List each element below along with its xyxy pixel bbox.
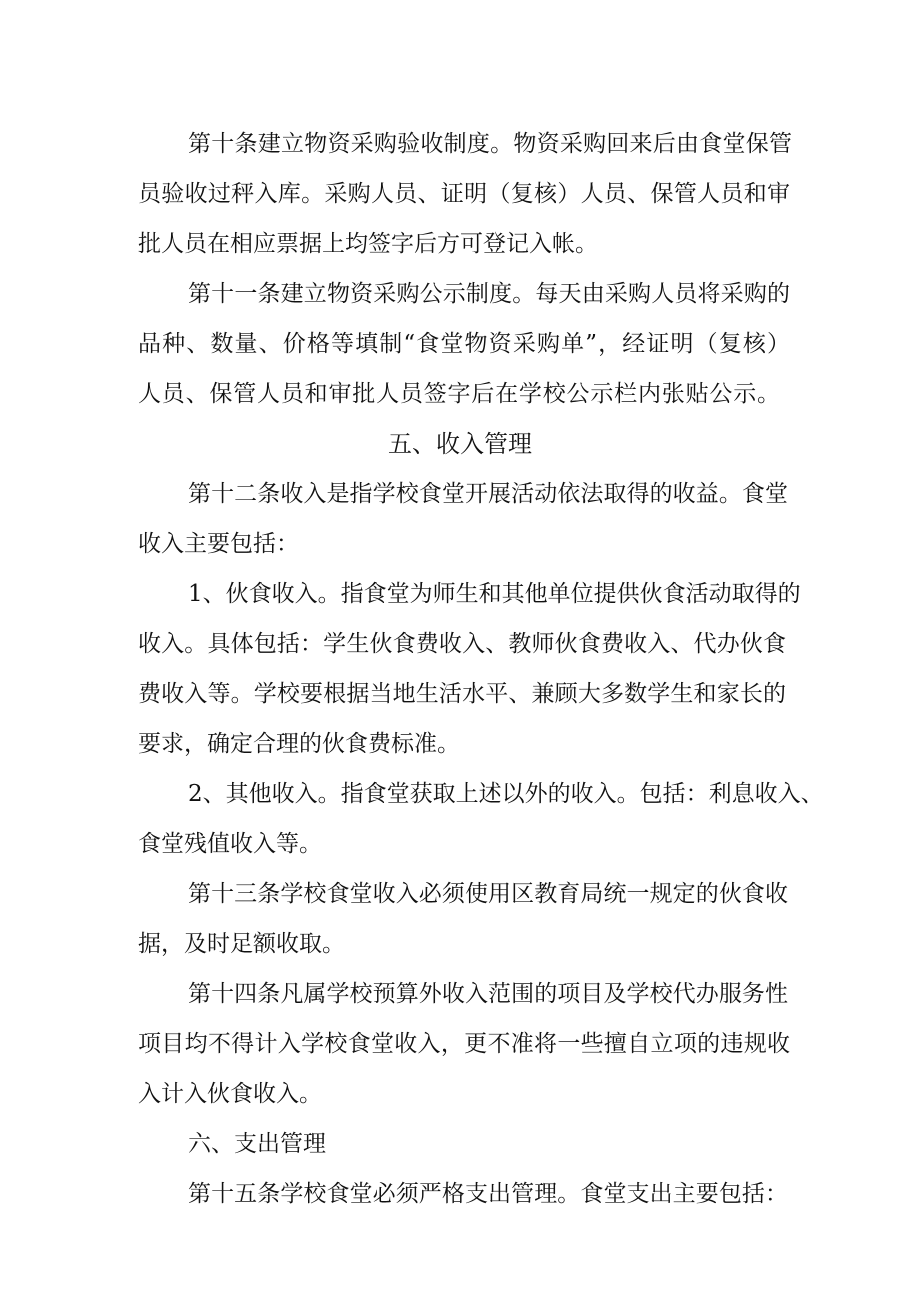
article-15-line-1: 第十五条学校食堂必须严格支出管理。食堂支出主要包括： (188, 1181, 788, 1207)
income-item-2-line-1: 2、其他收入。指食堂获取上述以外的收入。包括：利息收入、 (188, 781, 824, 807)
income-item-1-line-4: 要求，确定合理的伙食费标准。 (138, 731, 460, 757)
article-14-line-1: 第十四条凡属学校预算外收入范围的项目及学校代办服务性 (188, 981, 788, 1007)
article-11-line-2: 品种、数量、价格等填制“食堂物资采购单”，经证明（复核） (138, 331, 790, 357)
article-11-line-3: 人员、保管人员和审批人员签字后在学校公示栏内张贴公示。 (138, 381, 780, 407)
article-12-line-2: 收入主要包括： (138, 531, 299, 557)
section-6-heading: 六、支出管理 (188, 1131, 326, 1157)
section-5-heading: 五、收入管理 (388, 430, 532, 458)
article-10-line-1: 第十条建立物资采购验收制度。物资采购回来后由食堂保管 (188, 131, 792, 157)
income-item-2-line-2: 食堂残值收入等。 (138, 831, 322, 857)
article-14-line-2: 项目均不得计入学校食堂收入，更不准将一些擅自立项的违规收 (138, 1031, 790, 1057)
income-item-1-line-2: 收入。具体包括：学生伙食费收入、教师伙食费收入、代办伙食 (138, 631, 786, 657)
article-11-line-1: 第十一条建立物资采购公示制度。每天由采购人员将采购的 (188, 281, 790, 307)
article-12-line-1: 第十二条收入是指学校食堂开展活动依法取得的收益。食堂 (188, 481, 788, 507)
income-item-1-line-1: 1、伙食收入。指食堂为师生和其他单位提供伙食活动取得的 (188, 581, 801, 607)
article-14-line-3: 入计入伙食收入。 (138, 1081, 322, 1107)
income-item-1-line-3: 费收入等。学校要根据当地生活水平、兼顾大多数学生和家长的 (138, 681, 786, 707)
article-13-line-1: 第十三条学校食堂收入必须使用区教育局统一规定的伙食收 (188, 881, 788, 907)
article-10-line-2: 员验收过秤入库。采购人员、证明（复核）人员、保管人员和审 (138, 181, 790, 207)
article-13-line-2: 据，及时足额收取。 (138, 931, 345, 957)
article-10-line-3: 批人员在相应票据上均签字后方可登记入帐。 (138, 231, 598, 257)
